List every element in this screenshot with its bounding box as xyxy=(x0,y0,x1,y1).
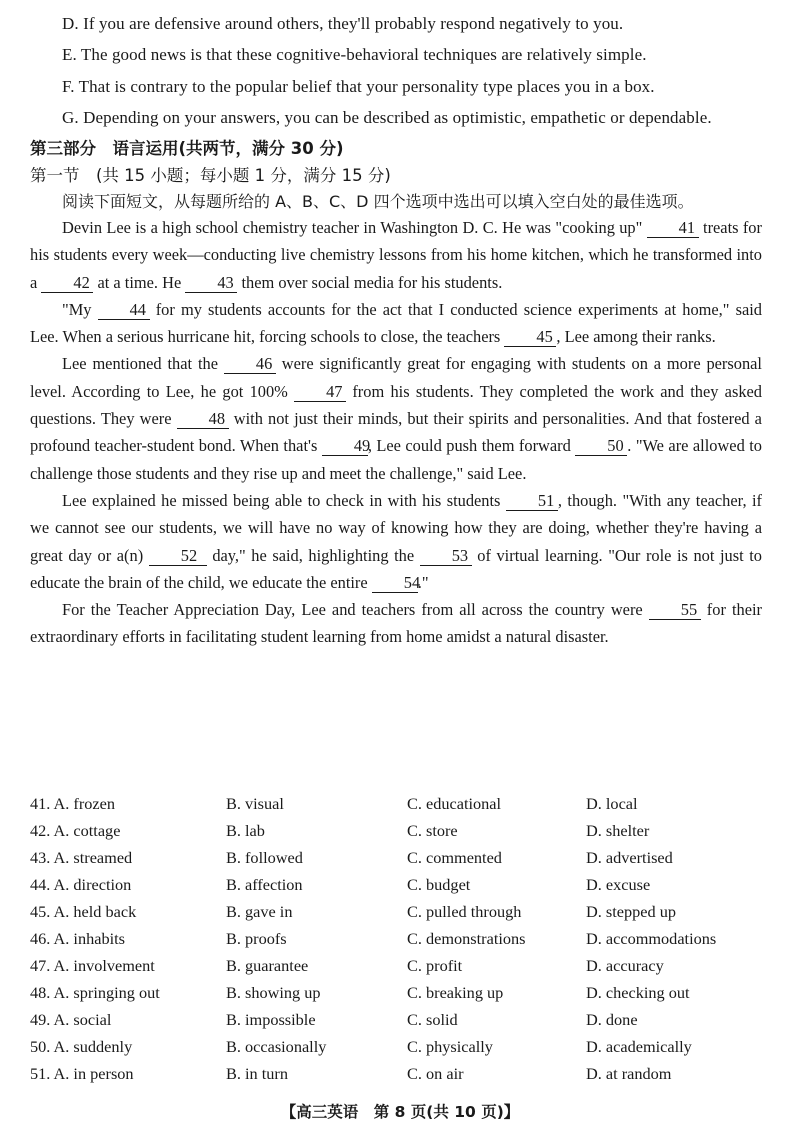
option-d: D. If you are defensive around others, they'll probably respond negatively to you. xyxy=(62,14,624,33)
choice-b: B. showing up xyxy=(226,983,321,1002)
choice-a: 49. A. social xyxy=(30,1010,112,1029)
choice-row-46 xyxy=(30,929,790,955)
choice-c: C. demonstrations xyxy=(407,929,526,948)
choice-b: B. impossible xyxy=(226,1010,316,1029)
option-g: G. Depending on your answers, you can be described as optimistic, empathetic or dependable. xyxy=(62,108,712,127)
blank-42: 42 xyxy=(41,274,93,293)
paragraph-3: Lee mentioned that the 46 were significantly great for engaging with students on a more personal level. According to Lee, he got 100% 47 from his students. They completed the work and they asked questions. They were 48 with not just their minds, but their spirits and personalities. And that fostered a profound teacher-student bond. When that's 49, Lee could push them forward 50 . "We are allowed to challenge those students and they rise up and meet the challenge," said Lee. xyxy=(30,354,762,483)
choice-d: D. accommodations xyxy=(586,929,717,948)
paragraph-1: Devin Lee is a high school chemistry teacher in Washington D. C. He was "cooking up" 41 treats for his students every week—conducting live chemistry lessons from his home kitchen, which he transformed into a 42 at a time. He 43 them over social media for his students. xyxy=(30,218,762,292)
paragraph-4: Lee explained he missed being able to check in with his students 51 , though. "With any teacher, if we cannot see our students, we will have no way of knowing how they are doing, whether they're having a great day or a(n) 52 day," he said, highlighting the 53 of virtual learning. "Our role is not just to educate the brain of the child, we educate the entire 54." xyxy=(30,490,762,592)
choice-a: 43. A. streamed xyxy=(30,848,133,867)
blank-44: 44 xyxy=(98,301,150,320)
choice-b: B. lab xyxy=(226,821,265,840)
option-f: F. That is contrary to the popular belief that your personality type places you in a box. xyxy=(62,77,655,96)
paragraph-2: "My 44 for my students accounts for the act that I conducted science experiments at home," said Lee. When a serious hurricane hit, forcing schools to close, the teachers 45 , Lee among their ranks. xyxy=(30,299,762,347)
blank-53: 53 xyxy=(420,547,472,566)
choice-a: 46. A. inhabits xyxy=(30,929,125,948)
choice-a: 48. A. springing out xyxy=(30,983,160,1002)
choice-b: B. proofs xyxy=(226,929,287,948)
choice-d: D. accuracy xyxy=(586,956,664,975)
blank-45: 45 xyxy=(504,328,556,347)
blank-41: 41 xyxy=(647,219,699,238)
choice-c: C. physically xyxy=(407,1037,493,1056)
paragraph-5: For the Teacher Appreciation Day, Lee and teachers from all across the country were 55 for their extraordinary efforts in facilitating student learning from home amidst a natural disaster. xyxy=(30,600,762,647)
choice-d: D. at random xyxy=(586,1064,672,1083)
choice-d: D. done xyxy=(586,1010,638,1029)
choice-row-47 xyxy=(30,956,790,982)
page-footer: 【高三英语 第 8 页(共 10 页)】 xyxy=(280,1103,520,1121)
cloze-passage xyxy=(30,214,762,651)
choice-a: 42. A. cottage xyxy=(30,821,121,840)
option-e: E. The good news is that these cognitive-behavioral techniques are relatively simple. xyxy=(62,45,647,64)
choice-b: B. affection xyxy=(226,875,303,894)
choice-b: B. gave in xyxy=(226,902,293,921)
choice-row-44 xyxy=(30,875,790,901)
choice-b: B. followed xyxy=(226,848,303,867)
choice-a: 47. A. involvement xyxy=(30,956,155,975)
choice-c: C. educational xyxy=(407,794,502,813)
choice-b: B. occasionally xyxy=(226,1037,327,1056)
choice-c: C. store xyxy=(407,821,458,840)
choice-c: C. solid xyxy=(407,1010,458,1029)
choice-row-45 xyxy=(30,902,790,928)
choice-b: B. visual xyxy=(226,794,284,813)
blank-51: 51 xyxy=(506,492,558,511)
blank-47: 47 xyxy=(294,383,346,402)
choice-c: C. commented xyxy=(407,848,502,867)
choice-a: 51. A. in person xyxy=(30,1064,134,1083)
choice-a: 44. A. direction xyxy=(30,875,132,894)
instructions: 阅读下面短文，从每题所给的 A、B、C、D 四个选项中选出可以填入空白处的最佳选项。 xyxy=(62,192,694,211)
choice-row-50 xyxy=(30,1037,790,1063)
section-one-title: 第一节 (共 15 小题；每小题 1 分，满分 15 分) xyxy=(30,166,391,185)
choice-row-49 xyxy=(30,1010,790,1036)
choice-c: C. on air xyxy=(407,1064,464,1083)
choice-b: B. guarantee xyxy=(226,956,309,975)
blank-43: 43 xyxy=(185,274,237,293)
part-three-title: 第三部分 语言运用(共两节，满分 30 分) xyxy=(30,139,344,158)
choice-row-43 xyxy=(30,848,790,874)
choice-d: D. shelter xyxy=(586,821,650,840)
choice-row-41 xyxy=(30,794,790,820)
choice-row-48 xyxy=(30,983,790,1009)
choice-c: C. pulled through xyxy=(407,902,522,921)
blank-55: 55 xyxy=(649,601,701,620)
choice-row-51 xyxy=(30,1064,790,1090)
choice-row-42 xyxy=(30,821,790,847)
blank-52: 52 xyxy=(149,547,207,566)
choice-d: D. excuse xyxy=(586,875,651,894)
choice-a: 45. A. held back xyxy=(30,902,137,921)
blank-50: 50 xyxy=(575,437,627,456)
choice-d: D. academically xyxy=(586,1037,692,1056)
blank-46: 46 xyxy=(224,355,276,374)
choice-c: C. profit xyxy=(407,956,463,975)
choice-d: D. stepped up xyxy=(586,902,676,921)
choice-d: D. checking out xyxy=(586,983,690,1002)
choice-c: C. budget xyxy=(407,875,471,894)
choice-d: D. advertised xyxy=(586,848,673,867)
blank-54: 54 xyxy=(372,574,418,593)
choice-a: 41. A. frozen xyxy=(30,794,115,813)
blank-49: 49 xyxy=(322,437,368,456)
choice-b: B. in turn xyxy=(226,1064,288,1083)
choice-c: C. breaking up xyxy=(407,983,504,1002)
blank-48: 48 xyxy=(177,410,229,429)
choice-d: D. local xyxy=(586,794,638,813)
choice-a: 50. A. suddenly xyxy=(30,1037,133,1056)
